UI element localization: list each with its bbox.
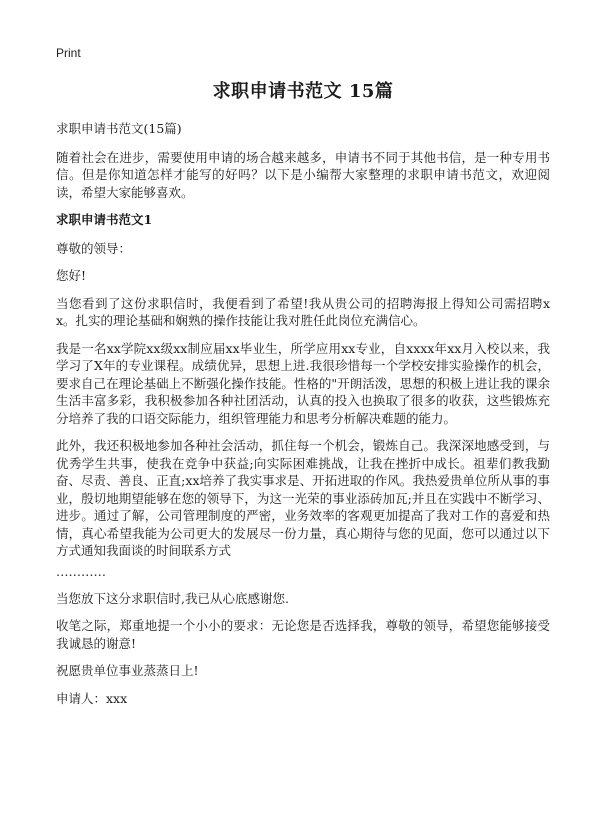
body-paragraph-2: 我是一名xx学院xx级xx制应届xx毕业生，所学应用xx专业，自xxxx年xx月入校以来，我学习了X年的专业课程。成绩优异，思想上进.我很珍惜每一个学校安排实验操作的机会，要求自己在理论基础上不断强化操作技能。性格的"开朗活泼，思想的积极上进让我的课余生活丰富多彩，我积极参加各种社团活动，认真的投入也换取了很多的收获，这些锻炼充分培养了我的口语交际能力，组织管理能力和思考分析解决难题的能力。 <box>56 340 550 426</box>
ellipsis-line: ………… <box>56 563 106 579</box>
document-subtitle: 求职申请书范文(15篇) <box>56 121 182 136</box>
intro-paragraph: 随着社会在进步，需要使用申请的场合越来越多，申请书不同于其他书信，是一种专用书信。但是你知道怎样才能写的好吗？以下是小编帮大家整理的求职申请书范文，欢迎阅读，希望大家能够喜欢。 <box>56 149 550 200</box>
print-label: Print <box>56 46 81 60</box>
body-paragraph-3: 此外，我还积极地参加各种社会活动，抓住每一个机会，锻炼自己。我深深地感受到，与优秀学生共事，使我在竞争中获益;向实际困难挑战，让我在挫折中成长。祖辈们教我勤奋、尽责、善良、正直;xx培养了我实事求是、开拓进取的作风。我热爱贵单位所从事的事业，殷切地期望能够在您的领导下，为这一光荣的事业添砖加瓦;并且在实践中不断学习、进步。通过了解，公司管理制度的严密，业务效率的客观更加提高了我对工作的喜爱和热情，真心希望我能为公司更大的发展尽一份力量，真心期待与您的见面，您可以通过以下方式通知我面谈的时间联系方式 <box>56 438 550 558</box>
document-title: 求职申请书范文 15篇 <box>212 81 394 102</box>
signature-line: 申请人：xxx <box>56 690 128 706</box>
body-paragraph-4: 当您放下这分求职信时,我已从心底感谢您. <box>56 590 289 606</box>
body-paragraph-1: 当您看到了这份求职信时，我便看到了希望!我从贵公司的招聘海报上得知公司需招聘xx。扎实的理论基础和娴熟的操作技能让我对胜任此岗位充满信心。 <box>56 295 550 328</box>
closing-wish: 祝愿贵单位事业蒸蒸日上! <box>56 663 199 678</box>
hello-line: 您好! <box>56 268 87 283</box>
body-paragraph-5: 收笔之际，郑重地提一个小小的要求：无论您是否选择我，尊敬的领导，希望您能够接受我诚恳的谢意! <box>56 618 550 651</box>
greeting-line: 尊敬的领导： <box>56 240 132 256</box>
document-body <box>56 120 550 717</box>
section-heading: 求职申请书范文1 <box>56 212 153 227</box>
